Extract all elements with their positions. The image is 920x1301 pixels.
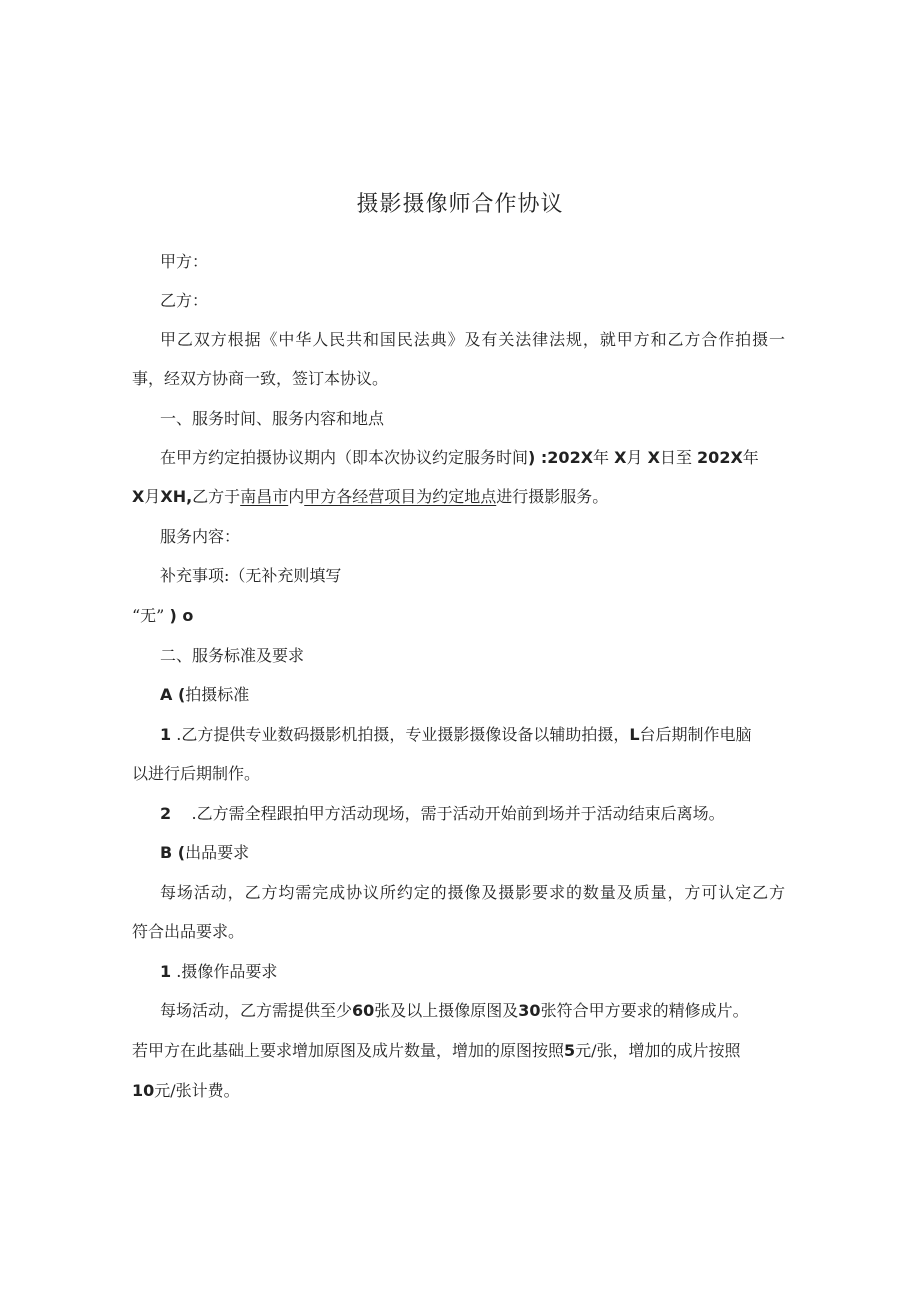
service-period-line-2 — [132, 486, 608, 508]
req-extra-text-a: 若甲方在此基础上要求增加原图及成片数量，增加的原图按照 — [132, 1041, 565, 1060]
period-month-value: X — [614, 448, 627, 467]
period-year-label: 年 — [593, 448, 610, 467]
period-end-day-value: XH, — [160, 487, 193, 506]
req-raw-count: 60 — [352, 1001, 375, 1020]
location-city: 南昌市 — [240, 487, 289, 506]
party-b-at: 乙方于 — [192, 487, 241, 506]
item-1-count: L — [629, 725, 640, 744]
req-raw-price: 5 — [564, 1041, 576, 1060]
service-period-line-1 — [160, 447, 759, 469]
req-extra-text-b: 元/张，增加的成片按照 — [575, 1041, 741, 1060]
sub-item-1-number: 1 — [160, 962, 172, 981]
party-a-label: 甲方： — [160, 252, 209, 271]
item-1-line-1 — [160, 724, 752, 746]
item-1-line-2: 以进行后期制作。 — [132, 764, 261, 783]
subsection-a-marker: A ( — [160, 685, 186, 704]
req-extra-text-c: 元/张计费。 — [154, 1081, 240, 1100]
item-1-number: 1 — [160, 725, 172, 744]
subsection-b-heading — [160, 842, 249, 864]
output-requirement-line-2: 符合出品要求。 — [132, 922, 245, 941]
period-end-year-value: 202X — [697, 448, 743, 467]
period-end-month-value: X — [132, 487, 145, 506]
section2-heading: 二、服务标准及要求 — [160, 646, 305, 665]
intro-line-1: 甲乙双方根据《中华人民共和国民法典》及有关法律法规，就甲方和乙方合作拍摄一 — [160, 330, 785, 349]
supplement-none: “无” — [132, 606, 165, 625]
period-end-year-label: 年 — [742, 448, 759, 467]
subsection-a-title: 拍摄标准 — [185, 685, 250, 704]
party-b-label: 乙方： — [160, 291, 209, 310]
item-2 — [160, 803, 725, 825]
period-text: 在甲方约定拍摄协议期内（即本次协议约定服务时间 — [160, 448, 529, 467]
period-colon: ) :202X — [528, 448, 594, 467]
period-end-month-label: 月 — [144, 487, 161, 506]
supplement-label: 补充事项:（无补充则填写 — [160, 566, 342, 585]
item-2-number: 2 — [160, 804, 172, 823]
req-edited-price: 10 — [132, 1081, 155, 1100]
service-action: 进行摄影服务。 — [496, 487, 609, 506]
location-within: 内 — [288, 487, 305, 506]
output-requirement-line-1: 每场活动，乙方均需完成协议所约定的摄像及摄影要求的数量及质量，方可认定乙方 — [160, 883, 785, 902]
intro-line-2: 事，经双方协商一致，签订本协议。 — [132, 369, 389, 388]
photo-requirement-line-3 — [132, 1080, 240, 1102]
period-month-label: 月 — [626, 448, 643, 467]
req-edited-count: 30 — [518, 1001, 541, 1020]
period-day-to-label: 日至 — [659, 448, 692, 467]
item-1-text: .乙方提供专业数码摄影机拍摄，专业摄影摄像设备以辅助拍摄， — [176, 725, 630, 744]
supplement-close: ) o — [169, 606, 194, 625]
section1-heading: 一、服务时间、服务内容和地点 — [160, 409, 385, 428]
photo-requirement-line-1 — [160, 1000, 749, 1022]
period-day-value: X — [647, 448, 660, 467]
subsection-b-title: 出品要求 — [185, 843, 250, 862]
subsection-a-heading — [160, 684, 249, 706]
item-2-text: .乙方需全程跟拍甲方活动现场，需于活动开始前到场并于活动结束后离场。 — [191, 804, 725, 823]
sub-item-1-title: .摄像作品要求 — [176, 962, 278, 981]
subsection-b-marker: B ( — [160, 843, 186, 862]
item-1-text-end: 台后期制作电脑 — [639, 725, 752, 744]
req-text-b: 张及以上摄像原图及 — [374, 1001, 519, 1020]
location-detail: 甲方各经营项目为约定地点 — [304, 487, 497, 506]
supplement-value — [132, 605, 193, 627]
service-content-label: 服务内容： — [160, 527, 241, 546]
document-title: 摄影摄像师合作协议 — [356, 192, 564, 217]
sub-item-1-heading — [160, 961, 277, 983]
req-text-c: 张符合甲方要求的精修成片。 — [540, 1001, 749, 1020]
req-text-a: 每场活动，乙方需提供至少 — [160, 1001, 353, 1020]
photo-requirement-line-2 — [132, 1040, 741, 1062]
